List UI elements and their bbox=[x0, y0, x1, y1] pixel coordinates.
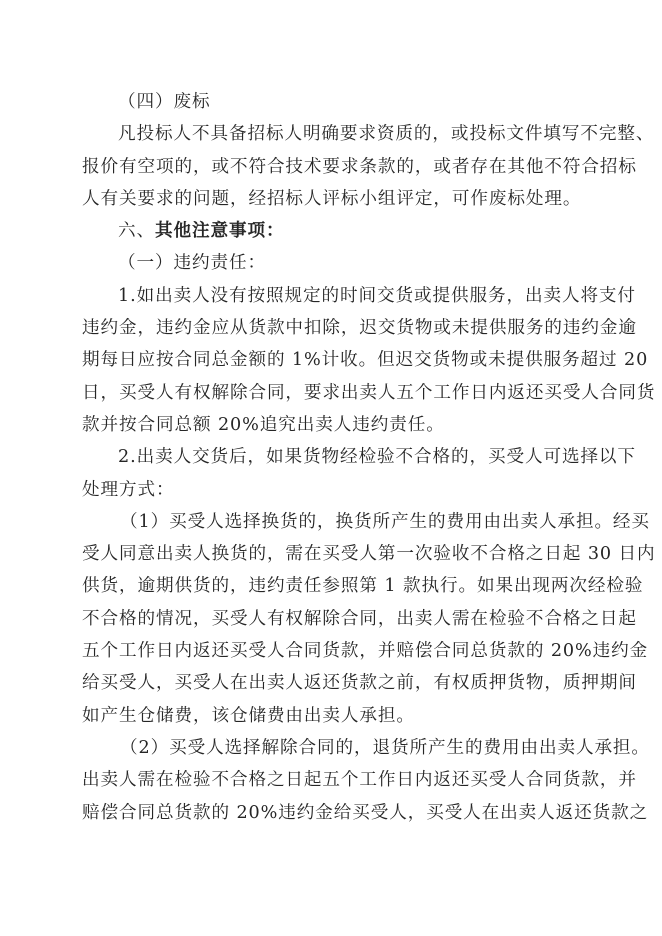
paragraph-line: （1）买受人选择换货的，换货所产生的费用由出卖人承担。经买 bbox=[120, 511, 650, 532]
paragraph-line: （2）买受人选择解除合同的，退货所产生的费用由出卖人承担。 bbox=[120, 737, 650, 758]
paragraph-line: 报价有空项的，或不符合技术要求条款的，或者存在其他不符合招标 bbox=[82, 156, 637, 177]
paragraph-line: 处理方式： bbox=[82, 479, 175, 500]
section-title: 其他注意事项： bbox=[155, 220, 285, 242]
document-page bbox=[82, 86, 656, 829]
sub-heading-liability: （一）违约责任： bbox=[118, 253, 266, 274]
paragraph-line: 期每日应按合同总金额的 1%计收。但迟交货物或未提供服务超过 20 bbox=[82, 350, 649, 371]
section-heading-6 bbox=[82, 215, 580, 247]
paragraph-line: 1.如出卖人没有按照规定的时间交货或提供服务，出卖人将支付 bbox=[118, 285, 636, 306]
paragraph-line: 款并按合同总额 20%追究出卖人违约责任。 bbox=[82, 414, 445, 435]
paragraph-line: 给买受人，买受人在出卖人返还货款之前，有权质押货物，质押期间 bbox=[82, 673, 637, 694]
paragraph-line: 不合格的情况，买受人有权解除合同，出卖人需在检验不合格之日起 bbox=[82, 608, 637, 629]
paragraph-line: 违约金，违约金应从货款中扣除，迟交货物或未提供服务的违约金逾 bbox=[82, 318, 637, 339]
paragraph-line: 受人同意出卖人换货的，需在买受人第一次验收不合格之日起 30 日内 bbox=[82, 544, 656, 565]
paragraph-line: 五个工作日内返还买受人合同货款，并赔偿合同总货款的 20%违约金 bbox=[82, 641, 649, 662]
paragraph-line: 如产生仓储费，该仓储费由出卖人承担。 bbox=[82, 705, 415, 726]
paragraph-line: 2.出卖人交货后，如果货物经检验不合格的，买受人可选择以下 bbox=[118, 447, 636, 468]
section-heading-iv: （四）废标 bbox=[118, 92, 211, 112]
paragraph-line: 凡投标人不具备招标人明确要求资质的，或投标文件填写不完整、 bbox=[118, 124, 655, 145]
paragraph-line: 日，买受人有权解除合同，要求出卖人五个工作日内返还买受人合同货 bbox=[82, 382, 656, 403]
paragraph-line: 供货，逾期供货的，违约责任参照第 1 款执行。如果出现两次经检验 bbox=[82, 576, 644, 597]
paragraph-line: 赔偿合同总货款的 20%违约金给买受人，买受人在出卖人返还货款之 bbox=[82, 802, 649, 823]
paragraph-line: 人有关要求的问题，经招标人评标小组评定，可作废标处理。 bbox=[82, 188, 582, 209]
paragraph-line: 出卖人需在检验不合格之日起五个工作日内返还买受人合同货款，并 bbox=[82, 770, 637, 791]
section-number: 六、 bbox=[118, 221, 155, 242]
